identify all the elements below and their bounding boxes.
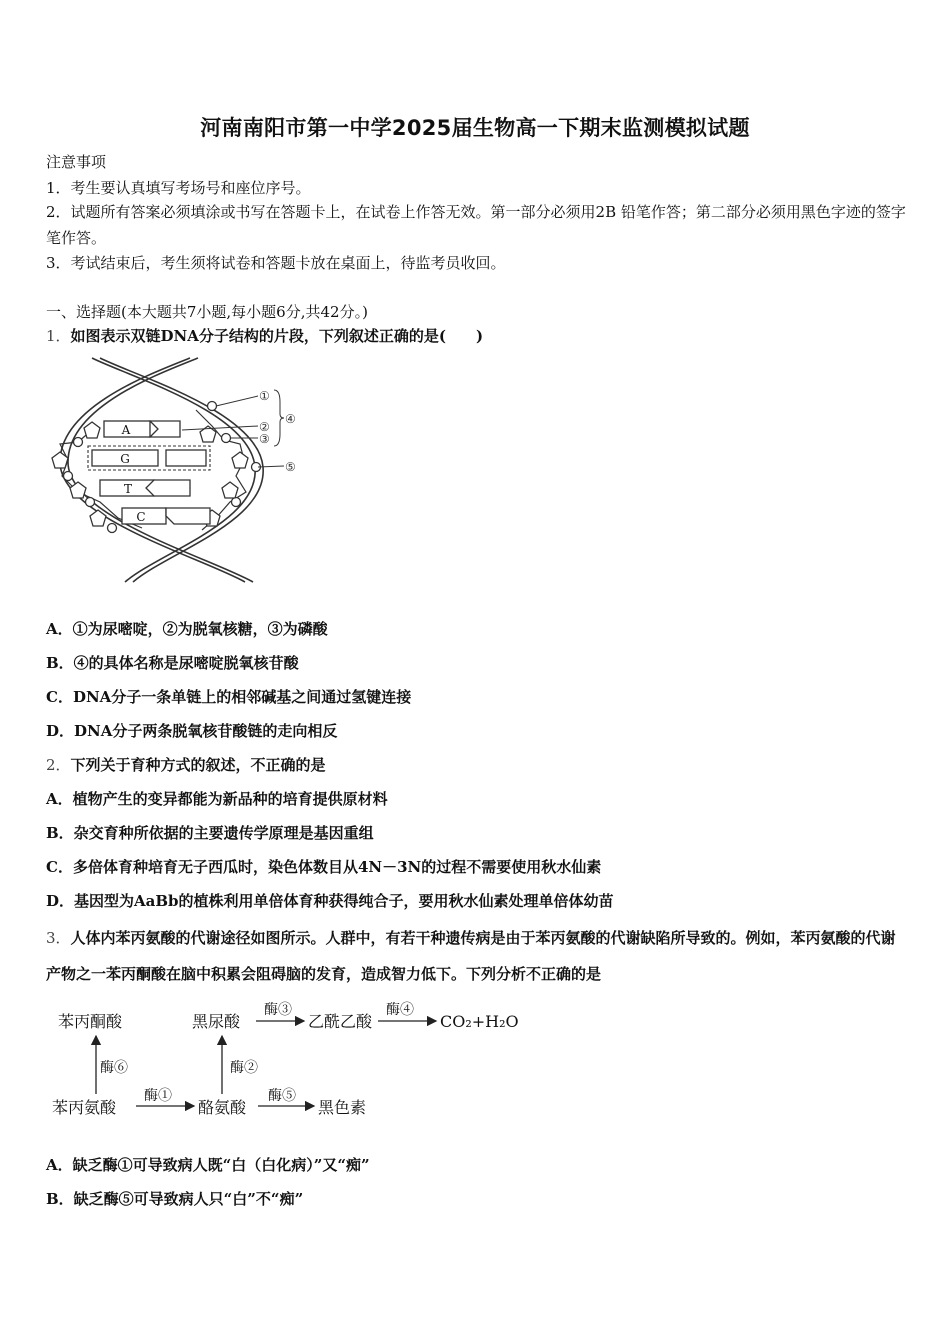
q1-option-c: C．DNA分子一条单链上的相邻碱基之间通过氢键连接 — [46, 688, 412, 706]
question-stem: 如图表示双链DNA分子结构的片段，下列叙述正确的是( ) — [70, 327, 484, 345]
page-title: 河南南阳市第一中学2025届生物高一下期末监测模拟试题 — [200, 116, 750, 140]
base-label-c: C — [136, 510, 146, 524]
base-label-t: T — [123, 482, 133, 496]
question-stem: 人体内苯丙氨酸的代谢途径如图所示。人群中，有若干种遗传病是由于苯丙氨酸的代谢缺陷所导致的。例如，苯丙氨酸的代谢产物之一苯丙酮酸在脑中积累会阻碍脑的发育，造成智力低下。下列分析不正确的是 — [46, 929, 896, 983]
phosphate-circle — [232, 498, 241, 507]
phosphate-circle — [108, 524, 117, 533]
label-enzyme-2: 酶② — [230, 1060, 258, 1076]
q2-option-c: C．多倍体育种培育无子西瓜时，染色体数目从4N－3N的过程不需要使用秋水仙素 — [46, 858, 602, 876]
notice-heading: 注意事项 — [46, 153, 107, 171]
question-number: 3． — [46, 929, 71, 947]
callout-2: ② — [259, 420, 270, 434]
q1-option-d: D．DNA分子两条脱氧核苷酸链的走向相反 — [46, 722, 338, 740]
callout-4: ④ — [285, 412, 296, 426]
q3-option-b: B．缺乏酶⑤可导致病人只“白”不“痴” — [46, 1190, 304, 1208]
section-heading: 一、选择题(本大题共7小题,每小题6分,共42分。) — [46, 303, 368, 321]
node-acetoacetate: 乙酰乙酸 — [308, 1012, 373, 1031]
label-enzyme-1: 酶① — [144, 1088, 172, 1104]
callout-5: ⑤ — [285, 460, 296, 474]
phenylalanine-pathway-figure — [46, 996, 526, 1122]
question-3 — [46, 920, 908, 992]
notice-item-2: 2．试题所有答案必须填涂或书写在答题卡上，在试卷上作答无效。第一部分必须用2B 铅笔作答；第二部分必须用黑色字迹的签字笔作答。 — [46, 203, 906, 247]
phosphate-circle — [74, 438, 83, 447]
helix-strand-3 — [60, 358, 245, 582]
dna-structure-figure — [40, 352, 310, 584]
node-phenylalanine: 苯丙氨酸 — [52, 1098, 117, 1117]
q3-option-a: A．缺乏酶①可导致病人既“白（白化病）”又“痴” — [46, 1156, 370, 1174]
node-products: CO₂+H₂O — [440, 1012, 519, 1031]
phosphate-circle — [86, 498, 95, 507]
base-label-a: A — [121, 423, 131, 437]
q1-option-a: A．①为尿嘧啶，②为脱氧核糖，③为磷酸 — [46, 620, 328, 638]
q2-option-b: B．杂交育种所依据的主要遗传学原理是基因重组 — [46, 824, 374, 842]
label-enzyme-4: 酶④ — [386, 1002, 414, 1018]
node-tyrosine: 酪氨酸 — [198, 1098, 247, 1117]
question-number: 2． — [46, 756, 71, 774]
label-enzyme-3: 酶③ — [264, 1002, 292, 1018]
question-number: 1． — [46, 327, 71, 345]
node-homogentisate: 黑尿酸 — [192, 1012, 241, 1031]
node-melanin: 黑色素 — [318, 1098, 367, 1117]
notice-item-3: 3．考试结束后，考生须将试卷和答题卡放在桌面上，待监考员收回。 — [46, 254, 506, 272]
phosphate-circle — [222, 434, 231, 443]
base-label-g: G — [120, 452, 130, 466]
callout-1: ① — [259, 389, 270, 403]
question-stem: 下列关于育种方式的叙述，不正确的是 — [70, 756, 326, 774]
q1-option-b: B．④的具体名称是尿嘧啶脱氧核苷酸 — [46, 654, 299, 672]
label-enzyme-6: 酶⑥ — [100, 1060, 128, 1076]
node-phenylpyruvate: 苯丙酮酸 — [58, 1012, 123, 1031]
label-enzyme-5: 酶⑤ — [268, 1088, 296, 1104]
q2-option-a: A．植物产生的变异都能为新品种的培育提供原材料 — [46, 790, 388, 808]
question-2 — [46, 755, 326, 775]
callout-3: ③ — [259, 432, 270, 446]
notice-item-1: 1．考生要认真填写考场号和座位序号。 — [46, 179, 311, 197]
q2-option-d: D．基因型为AaBb的植株利用单倍体育种获得纯合子，要用秋水仙素处理单倍体幼苗 — [46, 892, 614, 910]
question-1 — [46, 326, 483, 346]
phosphate-circle — [208, 402, 217, 411]
phosphate-circle — [64, 472, 73, 481]
